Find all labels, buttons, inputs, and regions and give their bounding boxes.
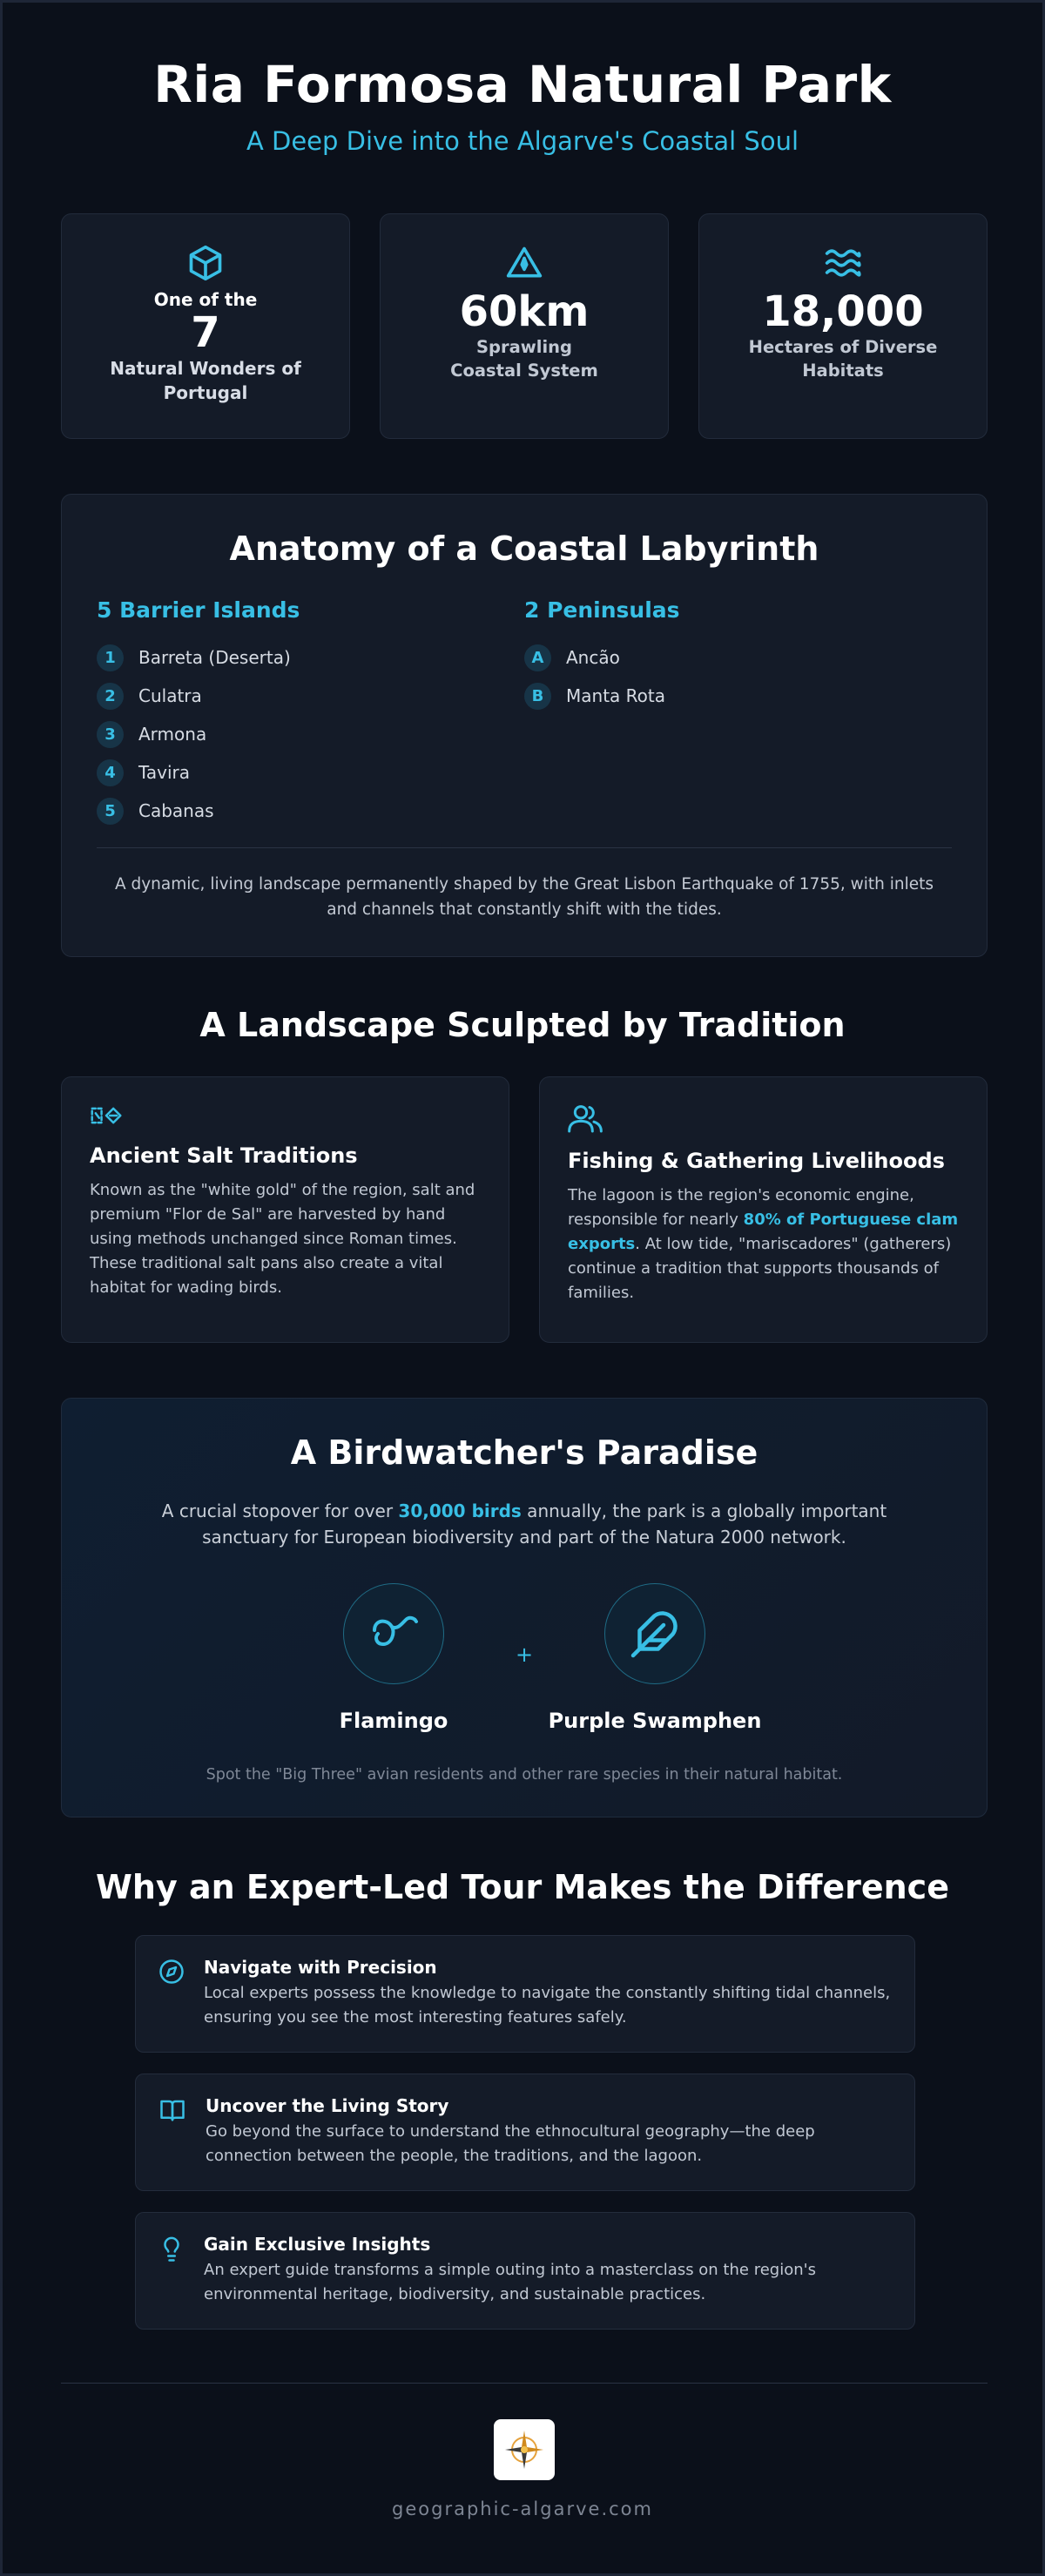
fishing-title: Fishing & Gathering Livelihoods [568,1149,945,1173]
peninsulas-title: 2 Peninsulas [524,597,680,623]
birds-intro [62,1498,987,1550]
compass-triangle-icon [505,244,543,282]
list-marker: 2 [97,683,124,710]
compass-icon [158,1957,185,2052]
expert-item-insights [135,2212,915,2330]
cube-icon [186,244,225,282]
expert-item-title: Gain Exclusive Insights [204,2234,431,2255]
tradition-cards [61,1076,988,1343]
stat-value: 7 [191,308,220,357]
page-title: Ria Formosa Natural Park [153,55,892,114]
bird-flamingo [280,1583,507,1733]
salt-text: Known as the "white gold" of the region, salt and premium "Flor de Sal" are harvested by hand using methods unchanged since Roman times. These traditional salt pans also create a vital habitat for wading birds. [90,1181,475,1297]
birds-intro-end: annually, the park is a globally important sanctuary for European biodiversity and part of the Natura 2000 network. [202,1500,887,1548]
hero-header [3,3,1042,156]
list-item [524,677,952,715]
book-icon [158,2095,186,2190]
stat-value: 18,000 [762,287,924,336]
expert-item-text: Go beyond the surface to understand the ethnocultural geography—the deep connection between the people, the traditions, and the lagoon. [206,2122,815,2165]
footer-divider [61,2383,988,2384]
islands-column [97,597,524,830]
list-item [97,715,524,753]
plus-separator: + [515,1642,534,1667]
expert-title: Why an Expert-Led Tour Makes the Difference [96,1868,949,1906]
list-marker: 1 [97,644,124,671]
birds-section [61,1398,988,1817]
list-marker: 5 [97,798,124,825]
birds-caption: Spot the "Big Three" avian residents and other rare species in their natural habitat. [206,1766,843,1784]
stat-card-wonders [61,213,350,439]
list-marker: 3 [97,721,124,748]
bird-name: Flamingo [339,1709,448,1733]
clam-exports-highlight: 80% of Portuguese clam exports [568,1210,959,1253]
list-marker: A [524,644,551,671]
list-item [97,638,524,677]
lightbulb-icon [158,2234,185,2329]
stat-prefix: One of the [153,289,258,310]
fishing-card [539,1076,988,1343]
divider [97,847,952,848]
list-item [97,792,524,830]
salt-card [61,1076,509,1343]
anatomy-section [61,494,988,957]
list-item [97,677,524,715]
list-item [524,638,952,677]
salt-title: Ancient Salt Traditions [90,1143,358,1168]
list-label: Cabanas [138,800,214,821]
compass-rose-logo-icon [502,2427,547,2472]
list-marker: 4 [97,759,124,786]
stat-card-hectares [698,213,988,439]
anatomy-note: A dynamic, living landscape permanently shaped by the Great Lisbon Earthquake of 1755, with inlets and channels that constantly shift with the tides. [114,875,934,919]
list-label: Tavira [138,762,191,783]
stats-row [61,213,988,439]
list-label: Manta Rota [566,685,665,706]
list-item [97,753,524,792]
expert-item-title: Uncover the Living Story [206,2095,449,2116]
stat-card-coast [380,213,669,439]
list-label: Ancão [566,647,620,668]
list-marker: B [524,683,551,710]
stat-label: Sprawling Coastal System [450,336,598,381]
anatomy-title: Anatomy of a Coastal Labyrinth [229,529,819,568]
expert-item-text: Local experts possess the knowledge to navigate the constantly shifting tidal channels, ensuring you see the most interesting features safely. [204,1984,891,2026]
list-label: Culatra [138,685,202,706]
peninsulas-column [524,597,952,830]
list-label: Armona [138,724,207,745]
islands-title: 5 Barrier Islands [97,597,300,623]
birds-intro-start: A crucial stopover for over [161,1500,399,1521]
fishing-text [568,1183,959,1305]
salt-pan-icon [90,1103,481,1128]
bird-swamphen [542,1583,768,1733]
tradition-title: A Landscape Sculpted by Tradition [199,1006,846,1044]
expert-item-text: An expert guide transforms a simple outing into a masterclass on the region's environmental heritage, biodiversity, and sustainable practices. [204,2261,816,2303]
stat-value: 60km [459,287,590,336]
site-logo[interactable] [494,2419,555,2480]
stat-label: Natural Wonders of Portugal [110,357,301,403]
list-label: Barreta (Deserta) [138,647,291,668]
flamingo-icon [343,1583,444,1684]
fishing-text-end: . At low tide, "mariscadores" (gatherers) continue a tradition that supports thousands of families. [568,1234,952,1302]
expert-item-title: Navigate with Precision [204,1957,437,1978]
waves-icon [822,244,864,282]
fishing-text-start: The lagoon is the region's economic engine, responsible for nearly [568,1186,914,1229]
page-subtitle: A Deep Dive into the Algarve's Coastal Soul [246,126,799,156]
birds-title: A Birdwatcher's Paradise [290,1433,758,1472]
expert-item-navigate [135,1935,915,2053]
birds-count-highlight: 30,000 birds [398,1500,522,1521]
expert-item-story [135,2074,915,2191]
expert-list [135,1935,915,2350]
bird-name: Purple Swamphen [548,1709,762,1733]
stat-label: Hectares of Diverse Habitats [748,336,938,381]
people-icon [568,1103,959,1133]
footer-url[interactable]: geographic-algarve.com [392,2498,653,2519]
feather-icon [604,1583,705,1684]
